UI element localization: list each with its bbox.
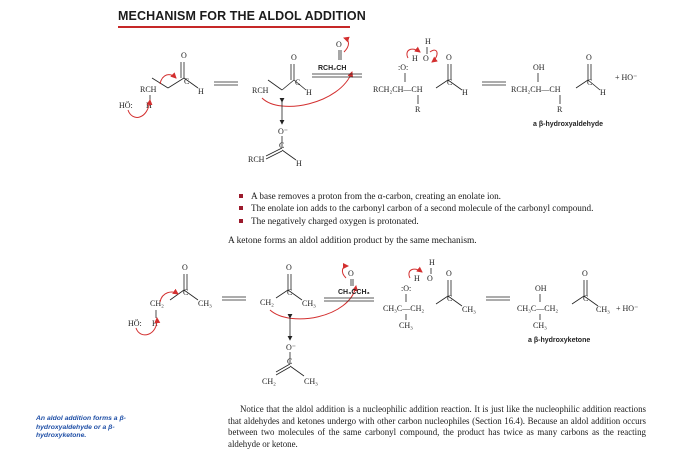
alpha-h: H [146,101,152,110]
ketone-oxyanion: :O: [401,284,412,293]
aldehyde-reactant-h: H [198,87,204,96]
equilibrium-arrow-3 [482,82,506,85]
svg-text:O⁻: O⁻ [286,343,296,352]
ketone-aldol-product [517,269,638,330]
hydroxide-byproduct: + HO⁻ [615,73,638,82]
svg-text:O: O [286,263,292,272]
bullet-marker [239,206,243,210]
resonance-ch2: CH₂ [262,377,276,386]
product-oh: OH [533,63,545,72]
resonance-ch3: CH₃ [304,377,318,386]
svg-text:O: O [182,263,188,272]
enolate-ch2: CH₂ [260,298,274,307]
mechanism-notes [237,190,593,227]
ketone-intermediate-chain: CH₃C—CH₂ [383,304,425,313]
resonance-rch: RCH [248,155,265,164]
equilibrium-arrow-6 [486,297,510,300]
aldehyde-reactant [152,62,198,88]
margin-note: An aldol addition forms a β-hydroxyaldehyde or a β-hydroxyketone. [36,415,126,440]
bullet-item [237,215,593,227]
water-h2: H [412,54,418,63]
product-caption: a β-hydroxyaldehyde [533,121,604,128]
resonance-h: H [296,159,302,168]
svg-text:O: O [348,269,354,278]
electrophile-o: O [336,40,342,49]
ketone-product-ch3-below: CH₃ [533,321,547,330]
svg-text:O: O [582,269,588,278]
electrophile-aldehyde [318,38,349,72]
enolate-rch: RCH [252,86,269,95]
svg-text:O: O [446,53,452,62]
svg-text:O: O [586,53,592,62]
enolate-h: H [306,88,312,97]
ketone-base: HÖ: [128,319,142,328]
equilibrium-arrow-4 [222,297,246,300]
svg-text:C: C [587,78,593,87]
ketone-product-oh: OH [535,284,547,293]
ketone-intro-text: A ketone forms an aldol addition product by the same mechanism. [228,236,477,246]
svg-text:C: C [583,294,589,303]
bullet-marker [239,219,243,223]
svg-text:H: H [414,274,420,283]
ketone-water-o: O [427,274,433,283]
c-atom: C [295,78,301,87]
section-heading: MECHANISM FOR THE ALDOL ADDITION [118,9,366,23]
alkoxide-intermediate [373,37,468,114]
ketone-electrophile-label: CH₃CCH₃ [338,289,370,296]
svg-text:C: C [287,288,293,297]
ketone-alpha-h: H [152,319,158,328]
bullet-text: The negatively charged oxygen is protonated. [251,215,419,226]
o-atom: O [291,53,297,62]
base-hydroxide: HÖ: [119,101,133,110]
ketone-water-h: H [429,258,435,267]
intermediate-r: R [415,105,421,114]
water-o: O [423,54,429,63]
oxide-atom: O⁻ [278,127,288,136]
bullet-text: The enolate ion adds to the carbonyl carbon of a second molecule of the carbonyl compound. [251,203,594,214]
water-h: H [425,37,431,46]
equilibrium-arrow-2 [312,74,362,77]
svg-text:C: C [183,288,189,297]
c-atom: C [184,77,190,86]
svg-text:H: H [462,88,468,97]
ketone-ch3: CH₃ [198,299,212,308]
ketone-hydroxide-byproduct: + HO⁻ [616,304,639,313]
aldol-product [511,53,637,114]
ketone-ch2: CH₂ [150,299,164,308]
aldehyde-reactant-rch: RCH [140,85,157,94]
o-atom: O [181,51,187,60]
svg-text:O: O [446,269,452,278]
ketone-electrophile [338,266,370,296]
ketone-product-caption: a β-hydroxyketone [528,337,591,344]
ketone-intermediate-ch3-below: CH₃ [399,321,413,330]
product-r: R [557,105,563,114]
bullet-marker [239,194,243,198]
intermediate-chain: RCH₂CH—CH [373,85,423,94]
ketone-product-ch3-right: CH₃ [596,305,610,314]
svg-text:C: C [447,78,453,87]
svg-text:C: C [287,357,293,366]
body-paragraph: Notice that the aldol addition is a nucleophilic addition reaction. It is just like the nucleophilic addition reactions that aldehydes and ketones undergo with other carbon nucleophiles (Section 16.4). Because an aldol addition occurs between two molecules of the same carbonyl compound, the product has twice as many carbons as the reacting aldehyde or ketone. [228,404,646,449]
product-chain: RCH₂CH—CH [511,85,561,94]
equilibrium-arrow-1 [214,82,238,85]
electron-push-arrow [160,75,176,84]
ketone-product-chain: CH₃C—CH₂ [517,304,559,313]
ketone-intermediate-ch3-right: CH₃ [462,305,476,314]
svg-text:C: C [447,294,453,303]
oxyanion: :O: [398,63,409,72]
c-atom: C [279,141,285,150]
enolate-ch3: CH₃ [302,299,316,308]
bullet-text: A base removes a proton from the α-carbon, creating an enolate ion. [251,191,501,201]
bullet-item [237,202,593,214]
electrophile-label: RCH₂CH [318,65,347,72]
bullet-item [237,190,593,202]
product-h: H [600,88,606,97]
ketone-alkoxide-intermediate [383,258,476,330]
